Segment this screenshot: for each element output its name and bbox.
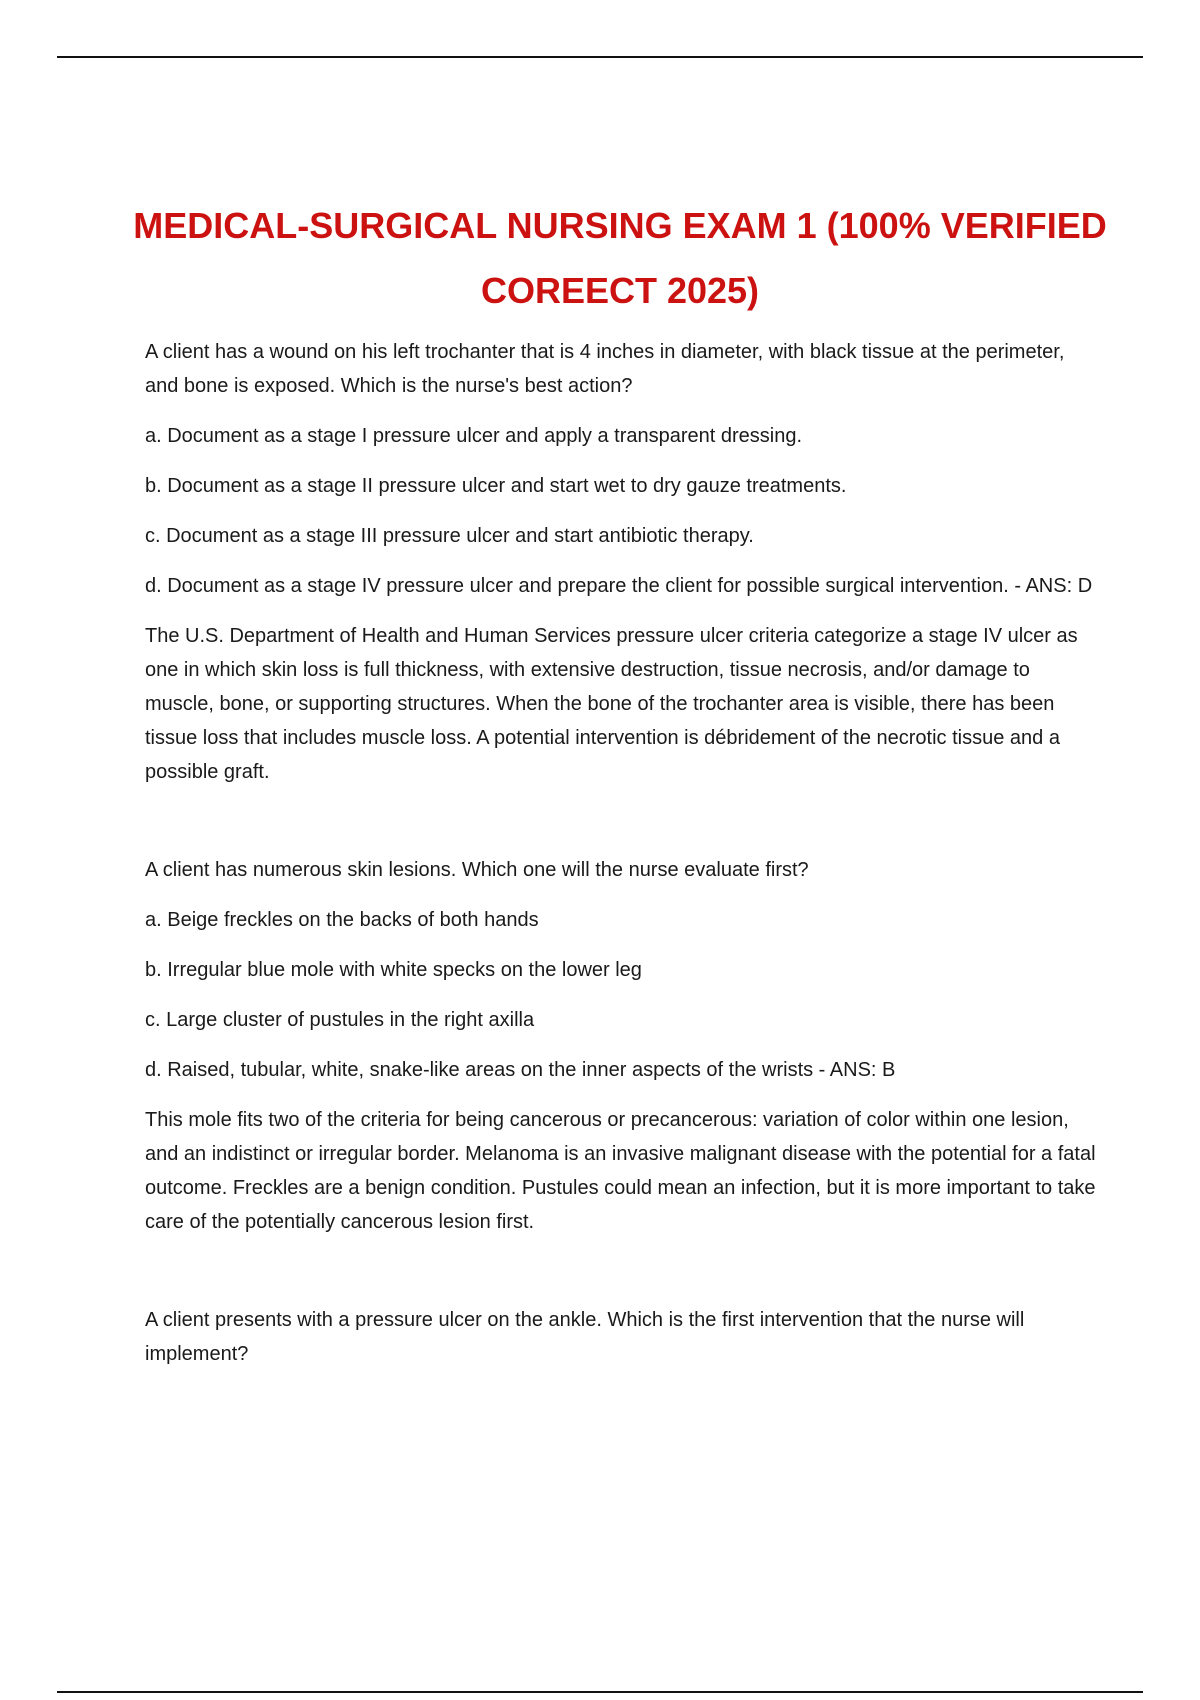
section-spacer	[145, 805, 1100, 853]
document-title: MEDICAL-SURGICAL NURSING EXAM 1 (100% VERIFIED COREECT 2025)	[133, 205, 1107, 311]
document-body	[145, 335, 1100, 1387]
question-2-rationale: This mole fits two of the criteria for being cancerous or precancerous: variation of color within one lesion, and an indistinct or irregular border. Melanoma is an invasive malignant disease with the potential for a fatal outcome. Freckles are a benign condition. Pustules could mean an infection, but it is more important to take care of the potentially cancerous lesion first.	[145, 1109, 1096, 1233]
question-1-option-c: c. Document as a stage III pressure ulcer and start antibiotic therapy.	[145, 525, 754, 547]
question-1-option-a: a. Document as a stage I pressure ulcer and apply a transparent dressing.	[145, 425, 803, 447]
question-2-option-b: b. Irregular blue mole with white specks on the lower leg	[145, 959, 642, 981]
question-1-rationale: The U.S. Department of Health and Human Services pressure ulcer criteria categorize a stage IV ulcer as one in which skin loss is full thickness, with extensive destruction, tissue necrosis, and/or damage to muscle, bone, or supporting structures. When the bone of the trochanter area is visible, there has been tissue loss that includes muscle loss. A potential intervention is débridement of the necrotic tissue and a possible graft.	[145, 625, 1078, 783]
question-3-stem: A client presents with a pressure ulcer on the ankle. Which is the first intervention that the nurse will implement?	[145, 1309, 1025, 1365]
question-2-stem: A client has numerous skin lesions. Which one will the nurse evaluate first?	[145, 859, 809, 881]
section-spacer	[145, 1255, 1100, 1303]
question-1-option-b: b. Document as a stage II pressure ulcer and start wet to dry gauze treatments.	[145, 475, 847, 497]
question-1-stem: A client has a wound on his left trochanter that is 4 inches in diameter, with black tissue at the perimeter, and bone is exposed. Which is the nurse's best action?	[145, 341, 1065, 397]
bottom-rule	[57, 1691, 1143, 1693]
question-2-option-a: a. Beige freckles on the backs of both hands	[145, 909, 539, 931]
question-2-option-d: d. Raised, tubular, white, snake-like areas on the inner aspects of the wrists - ANS: B	[145, 1059, 896, 1081]
question-2-option-c: c. Large cluster of pustules in the right axilla	[145, 1009, 535, 1031]
top-rule	[57, 56, 1143, 58]
question-1-option-d: d. Document as a stage IV pressure ulcer and prepare the client for possible surgical intervention. - ANS: D	[145, 575, 1093, 597]
